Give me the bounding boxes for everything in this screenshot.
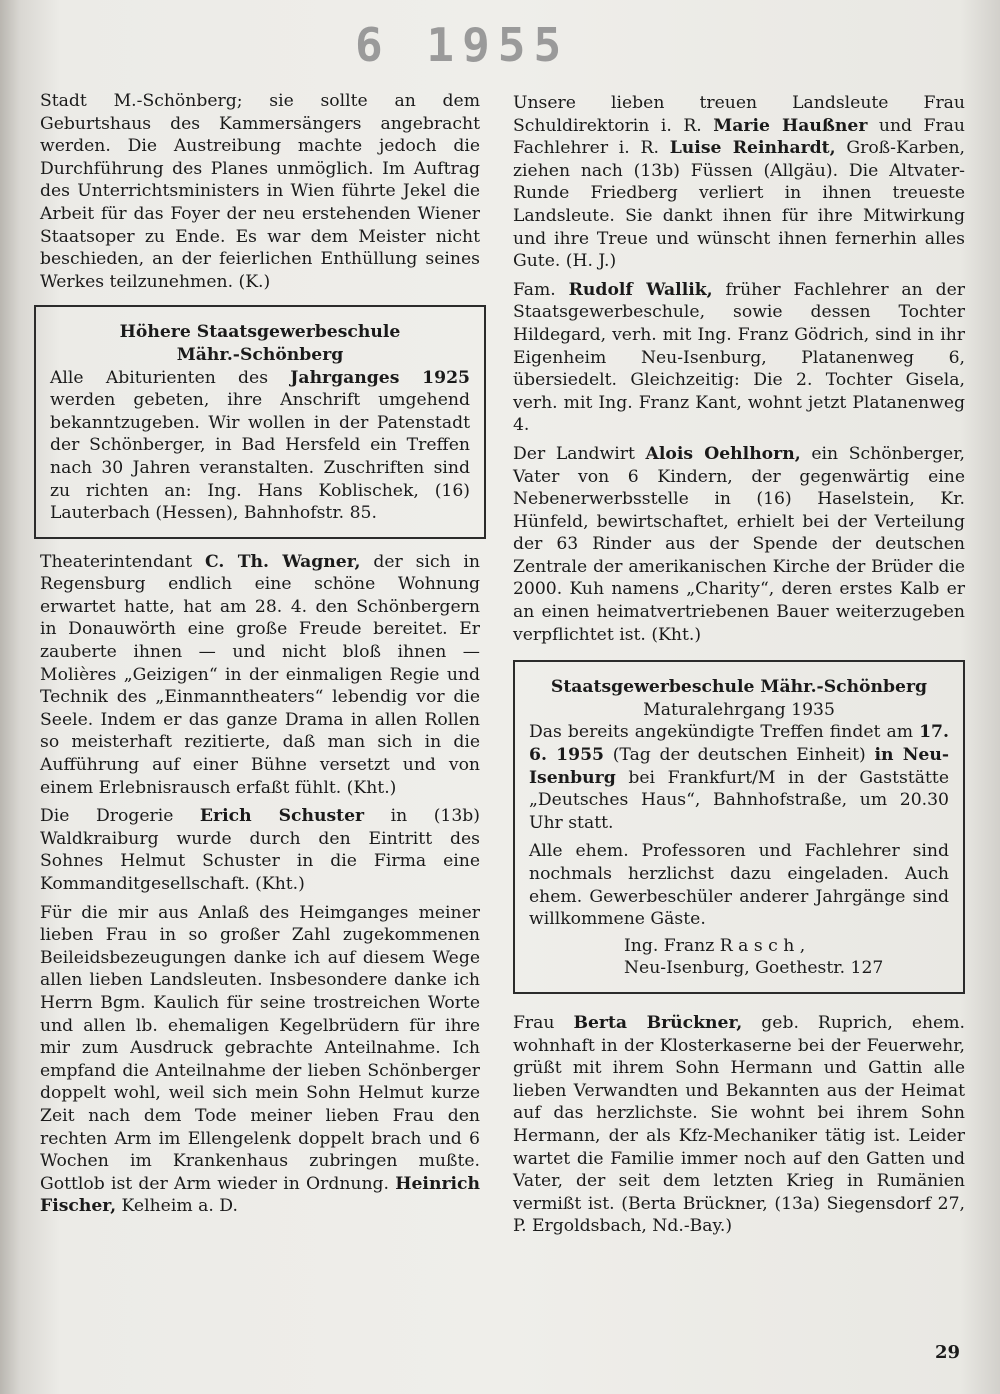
article-oehlhorn: Der Landwirt Alois Oehlhorn, ein Schönberger, Vater von 6 Kindern, der gegenwärtig eine Nebenerwerbsstelle in (16) Haselstein, Kr. Hünfeld, bewirtschaftet, erhielt bei der Verteilung der 63 Rinder aus der Spende der deutschen Zentrale der amerikanischen Kirche der Brüder die 2000. Kuh namens „Charity“, deren erstes Kalb er an einen heimatvertriebenen Bauer weiterzugeben verpflichtet ist. (Kht.) xyxy=(513,443,965,645)
left-column xyxy=(40,90,480,1224)
notice-title-line2: Mähr.-Schönberg xyxy=(176,344,344,365)
notice-body: Alle Abiturienten des Jahrganges 1925 werden gebeten, ihre Anschrift umgehend bekanntzugeben. Wir wollen in der Patenstadt der Schönberger, in Bad Hersfeld ein Treffen nach 30 Jahren veranstalten. Zuschriften sind zu richten an: Ing. Hans Koblischek, (16) Lauterbach (Hessen), Bahnhofstr. 85. xyxy=(50,367,470,524)
notice-signature-address: Neu-Isenburg, Goethestr. 127 xyxy=(624,958,884,979)
notice-signature-name: Ing. Franz R a s c h , xyxy=(624,935,806,956)
article-brueckner: Frau Berta Brückner, geb. Ruprich, ehem. wohnhaft in der Klosterkaserne bei der Feuerwehr, grüßt mit ihrem Sohn Hermann und Gattin alle lieben Verwandten und Bekannten aus der Heimat auf das herzlichste. Sie wohnt bei ihrem Sohn Hermann, der als Kfz-Mechaniker tätig ist. Leider wartet die Familie immer noch auf den Gatten und Vater, der seit dem letzten Krieg in Rumänien vermißt ist. (Berta Brückner, (13a) Siegensdorf 27, P. Ergoldsbach, Nd.-Bay.) xyxy=(513,1012,965,1237)
notice-subtitle: Maturalehrgang 1935 xyxy=(643,699,835,720)
article-haussner-reinhardt: Unsere lieben treuen Landsleute Frau Schuldirektorin i. R. Marie Haußner und Frau Fachlehrer i. R. Luise Reinhardt, Groß-Karben, ziehen nach (13b) Füssen (Allgäu). Die Altvater-Runde Friedberg verliert in ihnen treueste Landsleute. Sie dankt ihnen für ihre Mitwirkung und ihre Treue und wünscht ihnen fernerhin alles Gute. (H. J.) xyxy=(513,93,965,272)
notice-box-abiturienten xyxy=(34,305,486,538)
notice-title: Staatsgewerbeschule Mähr.-Schönberg xyxy=(550,677,928,698)
notice-title-line1: Höhere Staatsgewerbeschule xyxy=(119,322,401,343)
right-column xyxy=(513,92,965,1244)
page-number: 29 xyxy=(934,1342,960,1363)
date-stamp: 6 1955 xyxy=(355,18,570,72)
article-wagner: Theaterintendant C. Th. Wagner, der sich in Regensburg endlich eine schöne Wohnung erwartet hatte, hat am 28. 4. den Schönbergern in Donauwörth eine große Freude bereitet. Er zauberte ihnen — und nicht bloß ihnen — Molières „Geizigen“ in der einmaligen Regie und Technik des „Einmanntheaters“ lebendig vor die Seele. Indem er das ganze Drama in allen Rollen so meisterhaft rezitierte, daß man sich in die Aufführung auf einer Bühne versetzt und von einem Erlebnisrausch erfaßt fühlt. (Kht.) xyxy=(40,551,480,798)
notice-box-maturalehrgang xyxy=(513,660,965,994)
notice-body: Das bereits angekündigte Treffen findet am 17. 6. 1955 (Tag der deutschen Einheit) in Neu-Isenburg bei Frankfurt/M in der Gaststätte „Deutsches Haus“, Bahnhofstraße, um 20.30 Uhr statt. xyxy=(529,722,949,833)
article-schuster: Die Drogerie Erich Schuster in (13b) Waldkraiburg wurde durch den Eintritt des Sohnes Helmut Schuster in die Firma eine Kommanditgesellschaft. (Kht.) xyxy=(40,806,481,894)
article-wallik: Fam. Rudolf Wallik, früher Fachlehrer an der Staatsgewerbeschule, sowie dessen Tochter Hildegard, verh. mit Ing. Franz Gödrich, sind in ihr Eigenheim Neu-Isenburg, Platanenweg 6, übersiedelt. Gleichzeitig: Die 2. Tochter Gisela, verh. mit Ing. Franz Kant, wohnt jetzt Platanenweg 4. xyxy=(513,279,965,436)
article-jekel-end: Stadt M.-Schönberg; sie sollte an dem Geburtshaus des Kammersängers angebracht werden. Die Austreibung machte jedoch die Durchführung des Planes unmöglich. Im Auftrag des Unterrichtsministers in Wien führte Jekel die Arbeit für das Foyer der neu erstehenden Wiener Staatsoper zu Ende. Es war dem Meister nicht beschieden, an der feierlichen Enthüllung seines Werkes teilzunehmen. (K.) xyxy=(40,91,480,292)
article-fischer-thanks: Für die mir aus Anlaß des Heimganges meiner lieben Frau in so großer Zahl zugekommenen Beileidsbezeugungen danke ich auf diesem Wege allen lieben Landsleuten. Insbesondere danke ich Herrn Bgm. Kaulich für seine trostreichen Worte und allen lb. ehemaligen Kegelbrüdern für ihre mir zum Ausdruck gebrachte Anteilnahme. Ich empfand die Anteilnahme der lieben Schönberger doppelt wohl, weil sich mein Sohn Helmut kurze Zeit nach dem Tode meiner lieben Frau den rechten Arm im Ellengelenk doppelt brach und 6 Wochen im Krankenhaus zubringen mußte. Gottlob ist der Arm wieder in Ordnung. Heinrich Fischer, Kelheim a. D. xyxy=(40,902,480,1217)
notice-invitation: Alle ehem. Professoren und Fachlehrer sind nochmals herzlichst dazu eingeladen. Auch ehem. Gewerbeschüler anderer Jahrgänge sind willkommene Gäste. xyxy=(529,841,949,930)
